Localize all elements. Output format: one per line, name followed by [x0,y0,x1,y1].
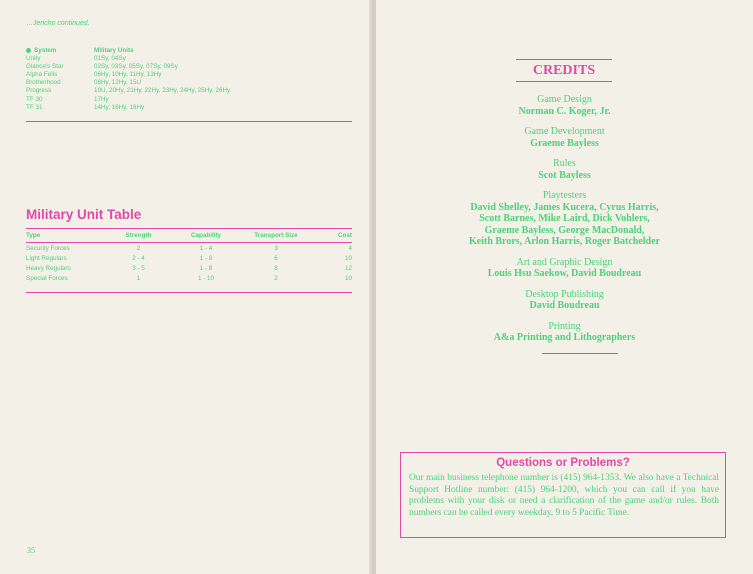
credit-names: Scot Bayless [538,169,591,181]
table-row [26,71,352,79]
cell-cost: 10 [344,255,352,262]
cell-cost: 10 [344,275,352,282]
credit-role: Art and Graphic Design [516,256,613,268]
credit-role: Rules [553,158,576,169]
credit-names: Norman C. Koger, Jr. [518,105,611,117]
credit-names: Graeme Bayless [530,137,599,149]
divider [516,59,612,60]
military-unit-table [26,231,352,284]
cell-type: Heavy Regulars [26,265,71,272]
military-unit-table-title: Military Unit Table [26,207,142,222]
table-row [26,55,352,63]
table-row [26,244,352,254]
credit-names: Scott Barnes, Mike Laird, Dick Vohlers, [479,213,650,224]
credit-role: Game Development [524,126,605,137]
credit-block [376,289,753,312]
credit-block [376,190,753,248]
system-name: Glance's Star [26,63,64,71]
table-header [26,231,352,241]
cell-capability: 1 - 8 [199,265,213,272]
cell-type: Light Regulars [26,255,67,262]
cell-transport-size: 3 [274,245,278,252]
credit-block [376,126,753,149]
system-name: TF 30 [26,95,43,103]
cell-type: Security Forces [26,245,70,252]
questions-box [400,452,726,538]
system-header: System [34,47,57,54]
cell-strength: 2 [136,245,141,252]
divider [26,228,352,229]
questions-body: Our main business telephone number is (415) 964-1353. We also have a Technical Support Hotline number: (415) 964-1200, which you can call if you have problems with your disk or need a clarification of the game and/or rules. Both numbers can be called every weekday, 9 to 5 Pacific Time. [409,473,719,518]
credit-role: Game Design [537,94,592,105]
cell-capability: 1 - 4 [199,245,213,252]
bullet-icon [26,48,31,53]
unit-list: 06Hy, 10Hy, 11Hy, 13Hy [94,71,162,79]
cell-transport-size: 2 [274,275,278,282]
continued-note: ...Jericho continued. [27,20,90,27]
credit-names: Graeme Bayless, George MacDonald, [484,224,645,236]
table-row [26,264,352,274]
cell-strength: 2 - 4 [132,255,145,262]
credit-names: Keith Brors, Arlon Harris, Roger Batchelder [469,236,660,247]
col-cost: Cost [338,232,352,239]
cell-capability: 1 - 10 [197,275,215,282]
unit-list: 02Sy, 03Sy, 05Sy, 07Sy, 09Sy [94,63,178,71]
cell-strength: 1 [136,275,141,282]
unit-list: 19U, 20Hy, 21Hy, 22Hy, 23Hy, 24Hy, 25Hy, 26Hy [94,87,231,95]
credit-block [376,158,753,181]
cell-capability: 1 - 8 [199,255,213,262]
unit-list: 17Hy [94,95,109,103]
divider [516,81,612,82]
credits-list [376,94,753,353]
cell-transport-size: 6 [274,255,278,262]
military-units-header: Military Units [94,47,134,54]
credits-title: CREDITS [532,63,596,78]
divider [26,121,352,122]
page-number: 35 [27,546,35,555]
credits-heading [516,59,612,81]
col-capability: Capability [190,232,222,239]
credit-names: David Boudreau [529,300,600,311]
left-page [0,0,372,574]
cell-cost: 4 [348,245,352,252]
system-name: Progress [26,87,52,95]
table-row [26,79,352,87]
divider [26,292,352,293]
credit-role: Playtesters [542,190,587,201]
cell-strength: 3 - 5 [132,265,145,272]
cell-transport-size: 8 [274,265,278,272]
credit-names: A&a Printing and Lithographers [493,332,636,343]
table-row [26,104,352,112]
unit-list: 08Hy, 12Hy, 15U [94,79,142,87]
system-name: Unity [26,55,41,63]
credit-role: Desktop Publishing [525,288,604,300]
system-name: TF 31 [26,103,43,111]
credit-role: Printing [548,320,581,332]
credit-block [376,321,753,344]
cell-type: Special Forces [26,275,68,282]
col-type: Type [26,232,41,239]
col-transport-size: Transport Size [254,232,298,239]
questions-title: Questions or Problems? [496,457,630,469]
credit-names: Louis Hsu Saekow, David Boudreau [487,268,642,279]
cell-cost: 12 [344,265,352,272]
table-row [26,96,352,104]
divider [26,242,352,243]
table-row [26,63,352,71]
system-units-table [26,47,352,112]
unit-list: 01Sy, 04Sy [94,55,126,63]
credit-names: David Shelley, James Kucera, Cyrus Harris, [470,201,659,213]
table-row [26,254,352,264]
unit-list: 14Hy, 16Hy, 18Hy [94,103,145,111]
system-name: Alpha Felis [26,71,58,79]
system-name: Brotherhood [26,79,61,87]
col-strength: Strength [125,232,152,239]
system-units-header [26,47,352,55]
table-row [26,274,352,284]
table-row [26,87,352,95]
divider [542,353,618,354]
credit-block [376,257,753,280]
credit-block [376,94,753,117]
